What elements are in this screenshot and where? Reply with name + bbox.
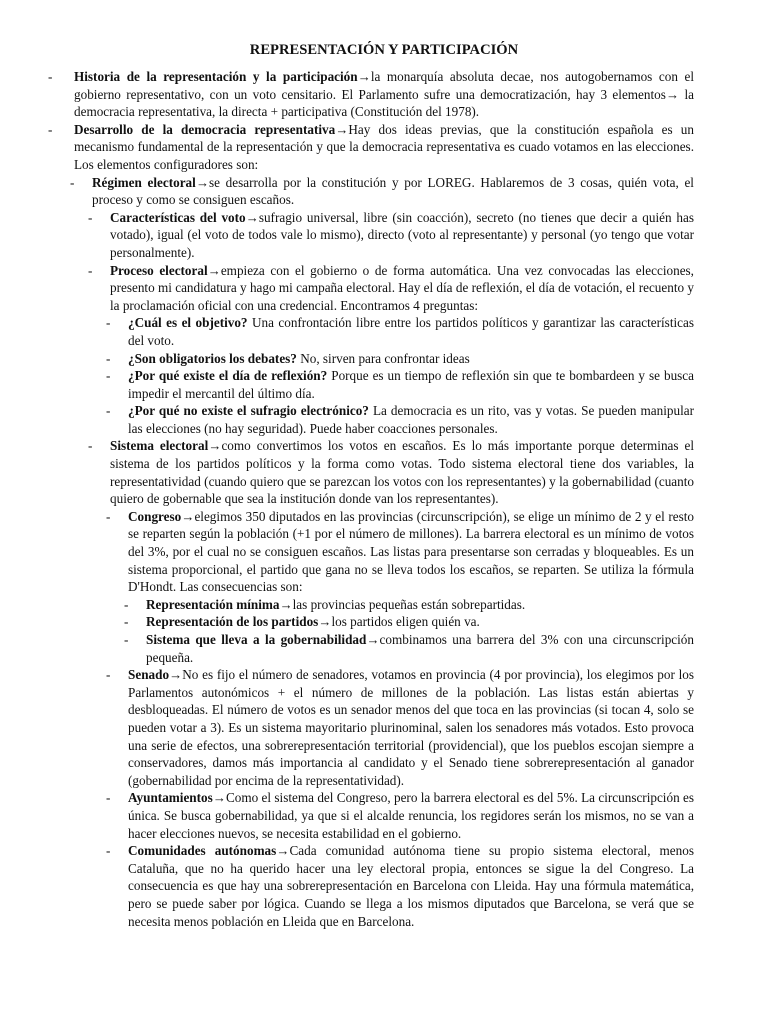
term: Congreso	[128, 508, 182, 524]
definition: →Hay dos ideas previas, que la constitución española es un mecanismo fundamental de la representación y que la democracia representativa es cuado votamos en las elecciones. Los elementos configuradores son:	[74, 121, 694, 172]
list-item-consecuencia	[146, 631, 694, 666]
outline-level-4	[128, 314, 694, 437]
definition: →Cada comunidad autónoma tiene su propio sistema electoral, menos Cataluña, que no ha querido hacer una ley electoral propia, entonces se sigue la del Congreso. La consecuencia es que hay una sobrerepresentación en Barcelona con Lleida. Hay una fórmula matemática, pero se puede saber por lógica. Cuando se llega a los mismos diputados que Barcelona, se verá que se necesita menos población en Lleida que en Barcelona.	[128, 843, 694, 929]
definition: →la monarquía absoluta decae, nos autogobernamos con el gobierno representativo, con un voto censitario. El Parlamento sufre una democratización, hay 3 elementos→ la democracia representativa, la directa + participativa (Constitución del 1978).	[74, 69, 695, 120]
definition: →empieza con el gobierno o de forma automática. Una vez convocadas las elecciones, presento mi candidatura y hago mi campaña electoral. Hay el día de reflexión, el día de votación, el recuento y la proclamación oficial con una credencial. Encontramos 4 preguntas:	[110, 262, 694, 313]
list-item-congreso	[128, 508, 694, 666]
definition: Porque es un tiempo de reflexión sin que te bombardeen y se busca impedir el mercantil del último día.	[128, 368, 695, 401]
list-item-comunidades	[128, 842, 694, 930]
outline-level-4	[128, 508, 694, 930]
page-title: REPRESENTACIÓN Y PARTICIPACIÓN	[249, 42, 519, 58]
definition: →se desarrolla por la constitución y por LOREG. Hablaremos de 3 cosas, quién vota, el proceso y como se consiguen escaños.	[92, 174, 694, 208]
outline-level-5	[146, 596, 694, 666]
list-item-caracteristicas	[110, 209, 694, 262]
definition: No, sirven para confrontar ideas	[296, 350, 470, 366]
list-item-pregunta	[128, 367, 694, 402]
list-item-historia	[74, 68, 694, 121]
list-item-consecuencia	[146, 596, 694, 614]
list-item-regimen	[92, 174, 694, 931]
list-item-pregunta	[128, 350, 694, 368]
outline-level-3	[110, 209, 694, 930]
definition: Una confrontación libre entre los partidos políticos y garantizar las características del voto.	[128, 315, 694, 348]
definition: →elegimos 350 diputados en las provincias (circunscripción), se elige un mínimo de 2 y el resto se reparten según la población (+1 por el número de millones). La barrera electoral es un mínimo de votos del 3%, por el cual no se consiguen escaños. Las listas para presentarse son cerradas y bloqueables. Es un sistema proporcional, el partido que gana no se lleva todos los escaños, se reparten. Se utiliza la fórmula D'Hondt. Las consecuencias son:	[128, 508, 694, 595]
term: Características del voto	[110, 209, 246, 225]
definition: →sufragio universal, libre (sin coacción), secreto (no tienes que decir a quién has votado), igual (el voto de todos vale lo mismo), directo (voto al representante) y personal (yo tengo que votar personalmente).	[110, 209, 694, 260]
definition: →combinamos una barrera del 3% con una circunscripción pequeña.	[146, 632, 694, 665]
term: Sistema electoral	[110, 438, 209, 454]
list-item-desarrollo	[74, 121, 694, 930]
definition: →los partidos eligen quién va.	[318, 614, 480, 630]
term: ¿Son obligatorios los debates?	[128, 350, 297, 366]
definition: →Como el sistema del Congreso, pero la barrera electoral es del 5%. La circunscripción es única. Se busca gobernabilidad, ya que si el alcalde renuncia, los regidores serán los mismos, no se van a hacer elecciones nuevos, se necesita estabilidad en el gobierno.	[128, 790, 694, 841]
list-item-ayuntamientos	[128, 789, 694, 842]
list-item-pregunta	[128, 314, 694, 349]
definition: →como convertimos los votos en escaños. Es lo más importante porque determinas el sistema de los partidos políticos y la forma como votas. Todo sistema electoral tiene dos variables, la representatividad (cuando quiero que se parezcan los votos con los representantes) y la gobernabilidad (cuanto quiero de gobernable que sea la institución donde van los representantes).	[110, 438, 694, 507]
term: Sistema que lleva a la gobernabilidad	[146, 632, 367, 647]
term: Comunidades autónomas	[128, 843, 277, 859]
term: Representación de los partidos	[146, 614, 319, 630]
list-item-pregunta	[128, 402, 694, 437]
term: Representación mínima	[146, 596, 280, 612]
definition: La democracia es un rito, vas y votas. Se pueden manipular las elecciones (no hay seguridad). Puede haber coacciones personales.	[128, 403, 695, 436]
term: ¿Por qué no existe el sufragio electrónico?	[128, 403, 369, 419]
list-item-senado	[128, 666, 694, 789]
list-item-sistema	[110, 437, 694, 930]
term: Desarrollo de la democracia representativa	[74, 121, 336, 137]
term: Historia de la representación y la participación	[74, 69, 358, 84]
term: ¿Por qué existe el día de reflexión?	[128, 368, 328, 384]
term: Proceso electoral	[110, 262, 208, 278]
term: Ayuntamientos	[128, 790, 213, 806]
term: Régimen electoral	[92, 174, 196, 190]
term: ¿Cuál es el objetivo?	[128, 315, 248, 331]
list-item-consecuencia	[146, 613, 694, 631]
outline-level-1	[74, 68, 694, 930]
definition: →las provincias pequeñas están sobrepartidas.	[279, 596, 526, 612]
list-item-proceso	[110, 262, 694, 438]
definition: →No es fijo el número de senadores, votamos en provincia (4 por provincia), los elegimos por los Parlamentos autonómicos + el número de millones de la población. Las listas están abiertas y desbloqueadas. El número de votos es un senador menos del que toca en las provincias (si tocan 4, solo se pueden votar a 3). Es un sistema mayoritario plurinominal, salen los senadores más votados. Esto provoca una serie de efectos, una sobrerepresentación territorial (providencial), que los pueblos escojan siempre a conservadores, damos más importancia al candidato y el Senado tiene sobrerepresentación al ganador (gobernabilidad por encima de la representatividad).	[128, 667, 694, 788]
outline-level-2	[92, 174, 694, 931]
term: Senado	[128, 667, 170, 683]
